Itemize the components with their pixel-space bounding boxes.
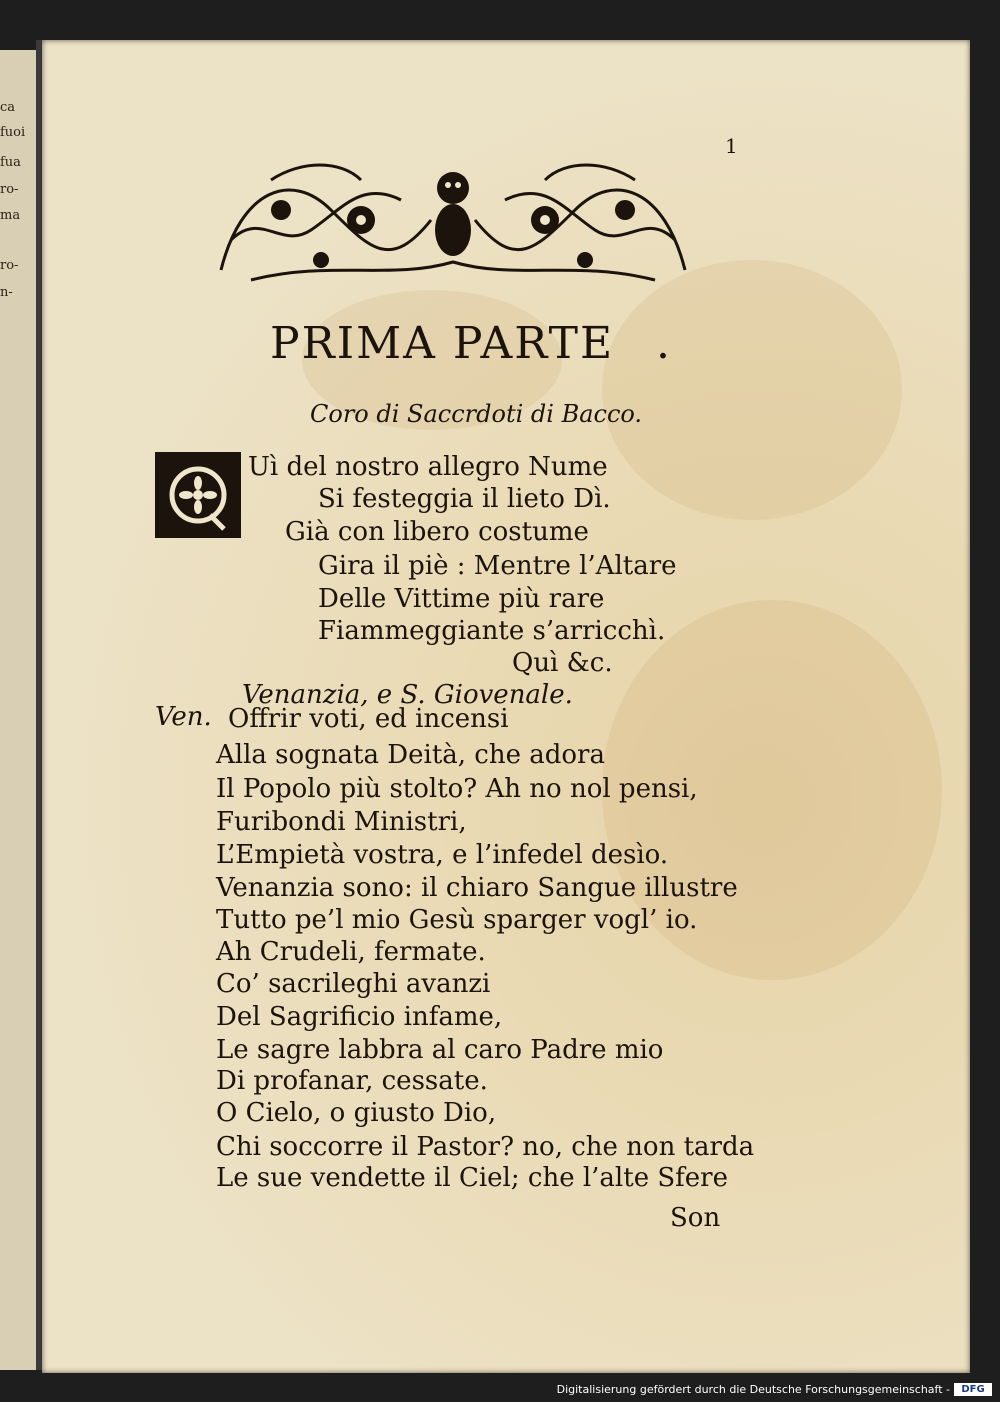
verse-line: Ah Crudeli, fermate.: [216, 937, 486, 967]
left-page-fragment: fuoi: [0, 125, 26, 140]
scene-heading: Venanzia, e S. Giovenale.: [242, 680, 573, 710]
verse-line: Quì &c.: [512, 648, 613, 678]
verse-line: Si festeggia il lieto Dì.: [318, 484, 611, 514]
part-title: PRIMA PARTE: [270, 318, 615, 369]
verse-line: Fiammeggiante s’arricchì.: [318, 616, 666, 646]
verse-line: Chi soccorre il Pastor? no, che non tarda: [216, 1132, 755, 1162]
left-page-fragment: fua: [0, 155, 21, 170]
floral-initial-icon: [158, 455, 238, 535]
left-page-fragment: ro-: [0, 182, 19, 197]
headpiece-ornament: [211, 150, 695, 290]
verse-line: Le sagre labbra al caro Padre mio: [216, 1035, 664, 1065]
verse-line: Delle Vittime più rare: [318, 584, 605, 614]
chorus-heading: Coro di Saccrdoti di Bacco.: [310, 400, 643, 428]
title-period: .: [656, 318, 670, 369]
left-page-fragment: ma: [0, 208, 21, 223]
footer-bar: [0, 1376, 1000, 1402]
speaker-label: Ven.: [155, 702, 212, 732]
verse-line: Offrir voti, ed incensi: [228, 704, 509, 734]
decorated-initial: [155, 452, 241, 538]
verse-line: Uì del nostro allegro Nume: [248, 452, 608, 482]
verse-line: Gira il piè : Mentre l’Altare: [318, 551, 677, 581]
left-page-fragment: ro-: [0, 258, 19, 273]
funding-notice: Digitalisierung gefördert durch die Deutsche Forschungsgemeinschaft -: [556, 1383, 950, 1396]
verse-line: L’Empietà vostra, e l’infedel desìo.: [216, 840, 669, 870]
verse-line: Già con libero costume: [285, 517, 589, 547]
verse-line: Tutto pe’l mio Gesù sparger vogl’ io.: [216, 905, 698, 935]
verse-line: Venanzia sono: il chiaro Sangue illustre: [216, 873, 738, 903]
left-page-fragment: ca: [0, 100, 16, 115]
dfg-logo: DFG: [954, 1383, 992, 1396]
verse-line: Di profanar, cessate.: [216, 1066, 488, 1096]
page-number: 1: [725, 134, 738, 158]
verse-line: O Cielo, o giusto Dio,: [216, 1098, 497, 1128]
water-stain: [602, 260, 902, 520]
verse-line: Furibondi Ministri,: [216, 807, 467, 837]
verse-line: Le sue vendette il Ciel; che l’alte Sfere: [216, 1163, 728, 1193]
left-page-fragment: n-: [0, 285, 13, 300]
catchword: Son: [670, 1203, 721, 1233]
verse-line: Alla sognata Deità, che adora: [216, 740, 605, 770]
verse-line: Del Sagrificio infame,: [216, 1002, 503, 1032]
left-facing-page: [0, 50, 40, 1370]
verse-line: Co’ sacrileghi avanzi: [216, 969, 491, 999]
verse-line: Il Popolo più stolto? Ah no nol pensi,: [216, 774, 698, 804]
